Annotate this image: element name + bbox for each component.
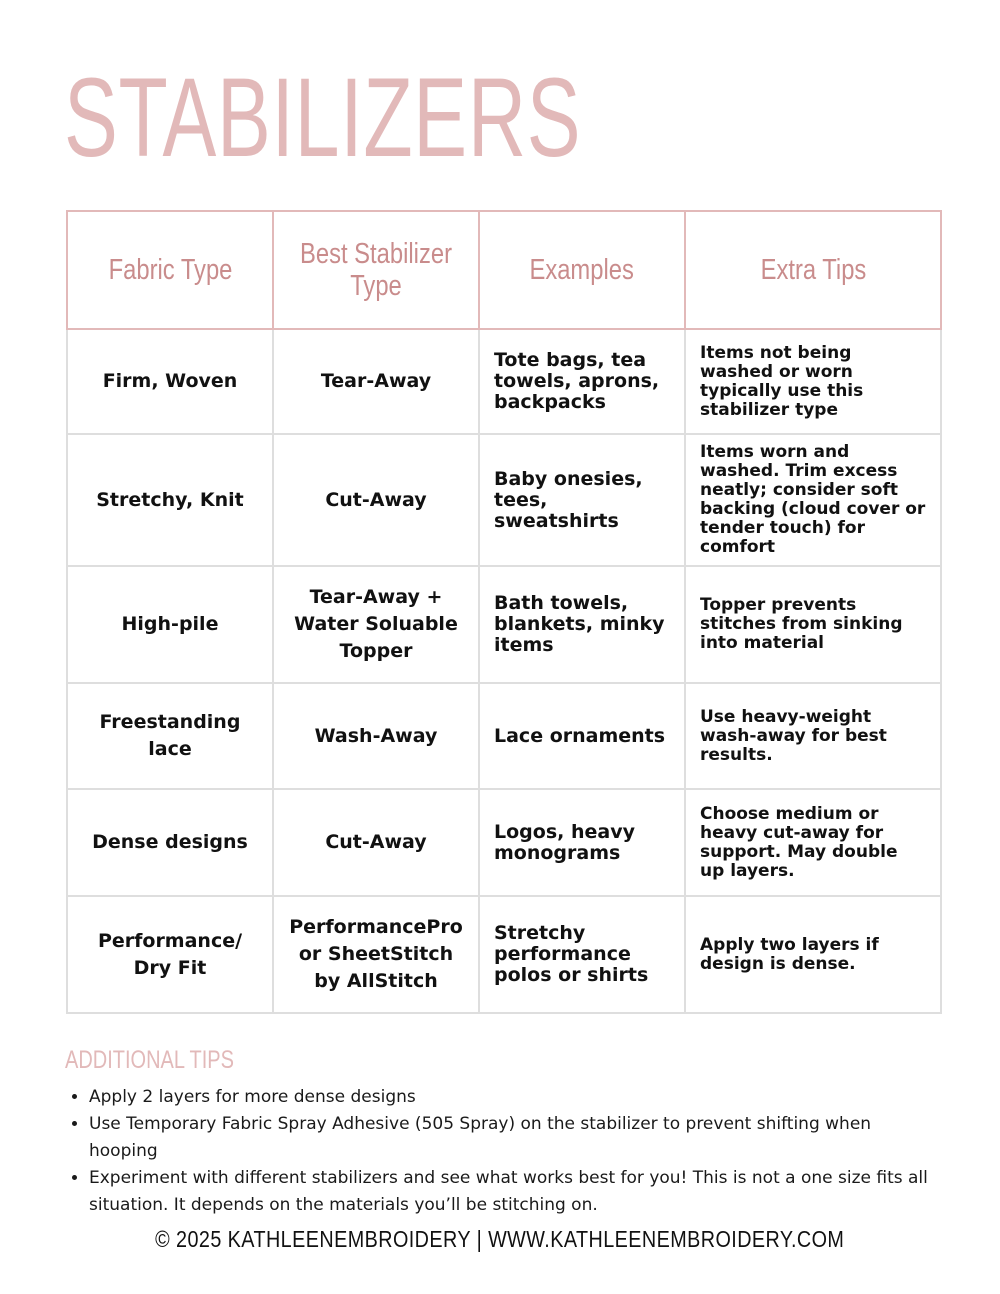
fabric-type-cell: Stretchy, Knit <box>67 434 273 566</box>
examples-cell: Baby onesies, tees, sweatshirts <box>479 434 685 566</box>
additional-tips-title: ADDITIONAL TIPS <box>65 1046 234 1074</box>
page-title: STABILIZERS <box>64 55 582 180</box>
tips-cell: Apply two layers if design is dense. <box>685 896 941 1013</box>
table-row <box>67 683 941 789</box>
table-header-row <box>67 211 941 329</box>
table-row <box>67 566 941 683</box>
list-item: • Experiment with different stabilizers and see what works best for you! This is not a one size fits all situation. It depends on the materials you’ll be stitching on. <box>89 1165 938 1219</box>
examples-cell: Bath towels, blankets, minky items <box>479 566 685 683</box>
table-row <box>67 789 941 896</box>
fabric-type-cell: Firm, Woven <box>67 329 273 434</box>
stabilizer-cell: Cut-Away <box>273 434 479 566</box>
header-examples: Examples <box>479 211 685 329</box>
footer <box>0 1224 1000 1254</box>
fabric-type-cell: Freestanding lace <box>67 683 273 789</box>
examples-cell: Lace ornaments <box>479 683 685 789</box>
stabilizer-cell: PerformancePro or SheetStitch by AllStitch <box>273 896 479 1013</box>
footer-text: © 2025 KATHLEENEMBROIDERY | WWW.KATHLEENEMBROIDERY.COM <box>155 1226 845 1252</box>
examples-cell: Tote bags, tea towels, aprons, backpacks <box>479 329 685 434</box>
tips-cell: Topper prevents stitches from sinking into material <box>685 566 941 683</box>
additional-tips-list <box>66 1084 938 1219</box>
stabilizer-cell: Tear-Away + Water Soluable Topper <box>273 566 479 683</box>
list-item: • Apply 2 layers for more dense designs <box>89 1084 938 1111</box>
tips-cell: Use heavy-weight wash-away for best results. <box>685 683 941 789</box>
header-fabric-type: Fabric Type <box>67 211 273 329</box>
tips-cell: Choose medium or heavy cut-away for support. May double up layers. <box>685 789 941 896</box>
list-item: • Use Temporary Fabric Spray Adhesive (505 Spray) on the stabilizer to prevent shifting when hooping <box>89 1111 938 1165</box>
table-row <box>67 896 941 1013</box>
tips-cell: Items worn and washed. Trim excess neatly; consider soft backing (cloud cover or tender touch) for comfort <box>685 434 941 566</box>
tips-cell: Items not being washed or worn typically use this stabilizer type <box>685 329 941 434</box>
table-row <box>67 329 941 434</box>
stabilizer-cell: Cut-Away <box>273 789 479 896</box>
header-extra-tips: Extra Tips <box>685 211 941 329</box>
examples-cell: Logos, heavy monograms <box>479 789 685 896</box>
stabilizer-table <box>66 210 942 1014</box>
stabilizer-cell: Tear-Away <box>273 329 479 434</box>
fabric-type-cell: Performance/ Dry Fit <box>67 896 273 1013</box>
table-row <box>67 434 941 566</box>
examples-cell: Stretchy performance polos or shirts <box>479 896 685 1013</box>
stabilizer-cell: Wash-Away <box>273 683 479 789</box>
header-best-stabilizer-type: Best Stabilizer Type <box>273 211 479 329</box>
fabric-type-cell: High-pile <box>67 566 273 683</box>
fabric-type-cell: Dense designs <box>67 789 273 896</box>
